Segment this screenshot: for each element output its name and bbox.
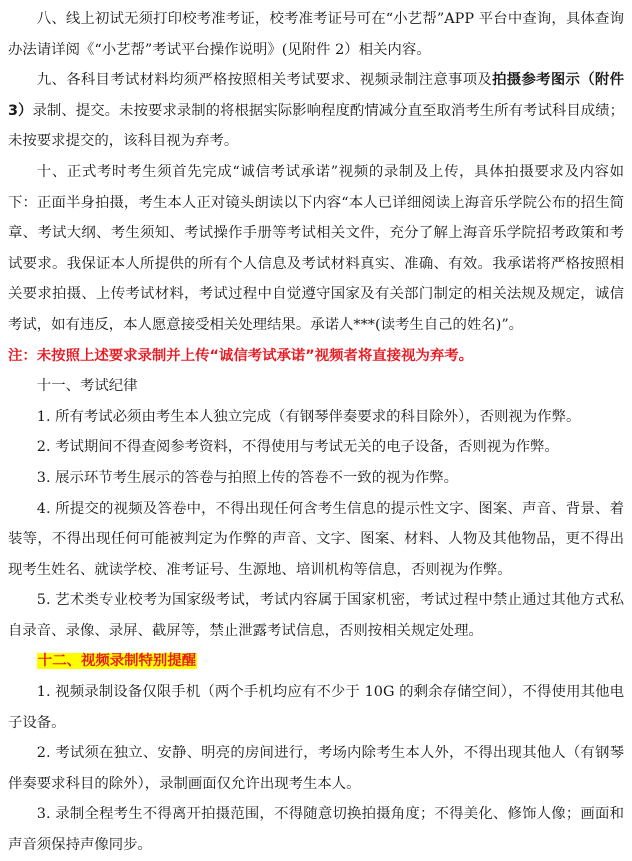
- paragraph-8-exam-admission: 八、线上初试无须打印校考准考证，校考准考证号可在“小艺帮”APP 平台中查询，具体查询办法请详阅《“小艺帮”考试平台操作说明》(见附件 2）相关内容。: [8, 11, 624, 58]
- paragraph-9-text-end: 录制、提交。未按要求录制的将根据实际影响程度酌情减分直至取消考生所有考试科目成绩；未按要求提交的，该科目视为弃考。: [8, 102, 624, 150]
- paragraph-9-text-start: 九、各科目考试材料均须严格按照相关考试要求、视频录制注意事项及: [36, 72, 493, 89]
- paragraph-9-materials: [8, 65, 624, 157]
- section-heading-11-discipline: 十一、考试纪律: [36, 378, 138, 395]
- highlighted-heading-text: 十二、视频录制特别提醒: [37, 653, 197, 670]
- discipline-rule-3: 3. 展示环节考生展示的答卷与拍照上传的答卷不一致的视为作弊。: [36, 469, 459, 486]
- paragraph-10-integrity-pledge: 十、正式考时考生须首先完成“诚信考试承诺”视频的录制及上传，具体拍摄要求及内容如下：正面半身拍摄，考生本人正对镜头朗读以下内容“本人已详细阅读上海音乐学院公布的招生简章、考试大纲、考生须知、考试操作手册等考试相关文件，充分了解上海音乐学院招考政策和考试要求。我保证本人所提供的所有个人信息及考试材料真实、准确、有效。我承诺将严格按照相关要求拍摄、上传考试材料，考试过程中自觉遵守国家及有关部门制定的相关法规及规定，诚信考试，如有违反，本人愿意接受相关处理结果。承诺人***(读考生自己的姓名)”。: [8, 163, 624, 333]
- video-rule-3: 3. 录制全程考生不得离开拍摄范围，不得随意切换拍摄角度；不得美化、修饰人像；画面和声音须保持声像同步。: [8, 806, 624, 854]
- section-heading-12-video-reminder: [8, 646, 624, 677]
- discipline-rule-1: 1. 所有考试必须由考生本人独立完成（有钢琴伴奏要求的科目除外），否则视为作弊。: [36, 408, 581, 425]
- video-rule-1: 1. 视频录制设备仅限手机（两个手机均应有不少于 10G 的剩余存储空间），不得使用其他电子设备。: [8, 684, 624, 731]
- discipline-rule-4: 4. 所提交的视频及答卷中，不得出现任何含考生信息的提示性文字、图案、声音、背景、着装等，不得出现任何可能被判定为作弊的声音、文字、图案、材料、人物及其他物品，更不得出现考生姓名、就读学校、准考证号、生源地、培训机构等信息，否则视为作弊。: [8, 500, 624, 578]
- discipline-rule-5: 5. 艺术类专业校考为国家级考试，考试内容属于国家机密，考试过程中禁止通过其他方式私自录音、录像、录屏、截屏等，禁止泄露考试信息，否则按相关规定处理。: [8, 592, 624, 639]
- video-rule-2: 2. 考试须在独立、安静、明亮的房间进行，考场内除考生本人外，不得出现其他人（有钢琴伴奏要求科目的除外），录制画面仅允许出现考生本人。: [8, 745, 624, 792]
- integrity-warning-note: 注：未按照上述要求录制并上传“诚信考试承诺”视频者将直接视为弃考。: [8, 347, 474, 364]
- discipline-rule-2: 2. 考试期间不得查阅参考资料，不得使用与考试无关的电子设备，否则视为作弊。: [36, 439, 559, 456]
- paragraph-9-reference-link: 拍摄参考图示（附件 3）: [8, 72, 624, 119]
